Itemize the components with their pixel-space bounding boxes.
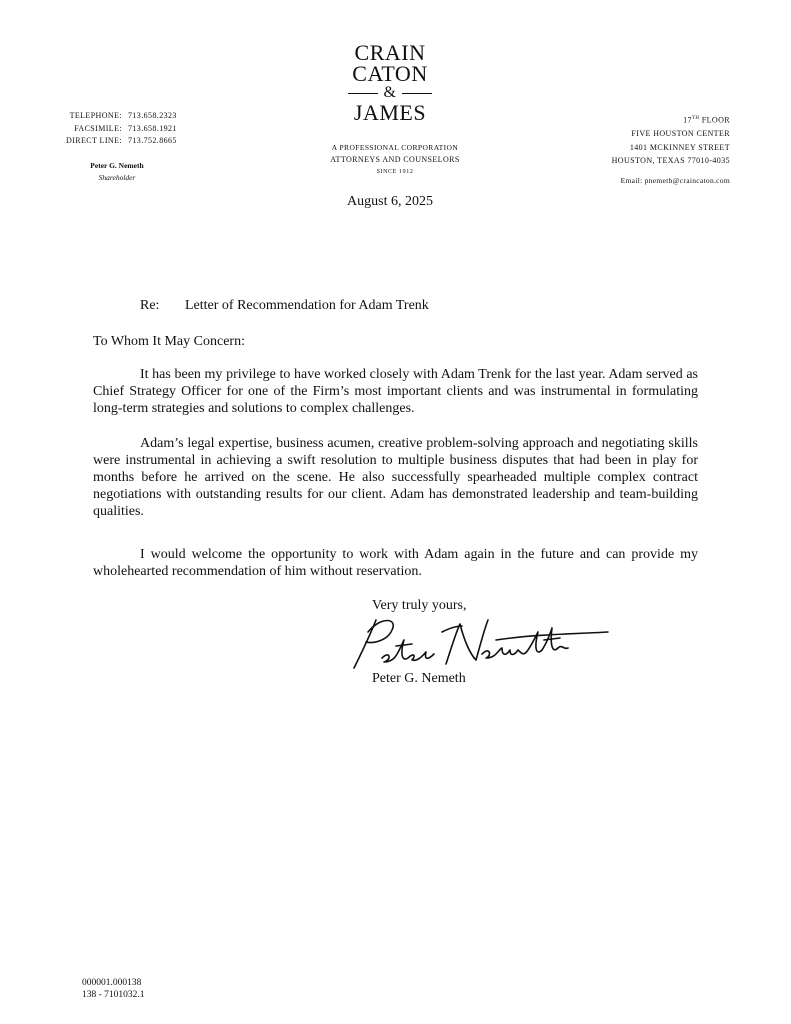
logo-ampersand: & — [383, 84, 397, 101]
footer-doc-number: 138 - 7101032.1 — [82, 990, 145, 1000]
address-building: FIVE HOUSTON CENTER — [631, 129, 730, 139]
signature-drawing — [346, 610, 616, 675]
telephone-row — [58, 110, 177, 123]
signature — [346, 610, 616, 680]
floor-number: 17 — [683, 115, 692, 125]
salutation: To Whom It May Concern: — [93, 334, 245, 349]
logo-caton: CATON — [352, 61, 428, 86]
subject-label: Re: — [140, 298, 160, 313]
telephone-value: 713.658.2323 — [128, 111, 177, 120]
letterhead-signer — [62, 160, 172, 184]
logo-ampersand-row — [320, 85, 460, 101]
direct-line-row — [58, 135, 177, 148]
firm-address — [600, 112, 730, 168]
signer-name: Peter G. Nemeth — [372, 671, 466, 686]
paragraph-3: I would welcome the opportunity to work with Adam again in the future and can provide my wholehearted recommendation of him without reservation. — [93, 547, 698, 579]
subject-text: Letter of Recommendation for Adam Trenk — [185, 298, 429, 313]
subject-line — [140, 298, 429, 314]
address-city: HOUSTON, TEXAS 77010-4035 — [611, 156, 730, 166]
facsimile-value: 713.658.1921 — [128, 123, 177, 133]
facsimile-label: FACSIMILE: — [74, 123, 122, 133]
email-address: Email: pnemeth@craincaton.com — [620, 176, 730, 185]
address-street: 1401 MCKINNEY STREET — [629, 142, 730, 152]
paragraph-1: It has been my privilege to have worked closely with Adam Trenk for the last year. Adam served as Chief Strategy Officer for one of the Firm’s most important clients and was instrumental in formulating long-term strategies and solutions to complex challenges. — [93, 367, 698, 416]
firm-type: A PROFESSIONAL CORPORATION — [331, 143, 459, 152]
letterhead-signer-name: Peter G. Nemeth — [90, 161, 144, 170]
footer-matter-number: 000001.000138 — [82, 978, 142, 988]
document-footer — [82, 977, 145, 1001]
facsimile-row — [58, 123, 177, 136]
direct-line-label: DIRECT LINE: — [66, 136, 122, 145]
logo-james: JAMES — [353, 100, 427, 125]
contact-info — [58, 110, 177, 148]
firm-since: SINCE 1912 — [376, 169, 414, 175]
floor-suffix: TH — [691, 116, 700, 121]
direct-line-value: 713.752.8665 — [128, 136, 177, 145]
logo-crain: CRAIN — [354, 40, 426, 65]
logo-rule-right — [402, 93, 432, 94]
floor-word: FLOOR — [699, 115, 730, 125]
letterhead-signer-title: Shareholder — [98, 173, 136, 182]
firm-tagline: ATTORNEYS AND COUNSELORS — [330, 155, 460, 164]
paragraph-2: Adam’s legal expertise, business acumen, creative problem-solving approach and negotiating skills were instrumental in achieving a swift resolution to multiple business disputes that had been in play for months before he arrived on the scene. He also successfully spearheaded multiple complex contract negotiations with outstanding results for our client. Adam has demonstrated leadership and team-building qualities. — [93, 436, 698, 519]
closing: Very truly yours, — [372, 598, 467, 613]
logo-rule-left — [348, 93, 378, 94]
address-floor — [600, 112, 730, 127]
telephone-label: TELEPHONE: — [69, 111, 122, 120]
letter-date: August 6, 2025 — [347, 194, 433, 209]
firm-logo — [320, 42, 460, 123]
